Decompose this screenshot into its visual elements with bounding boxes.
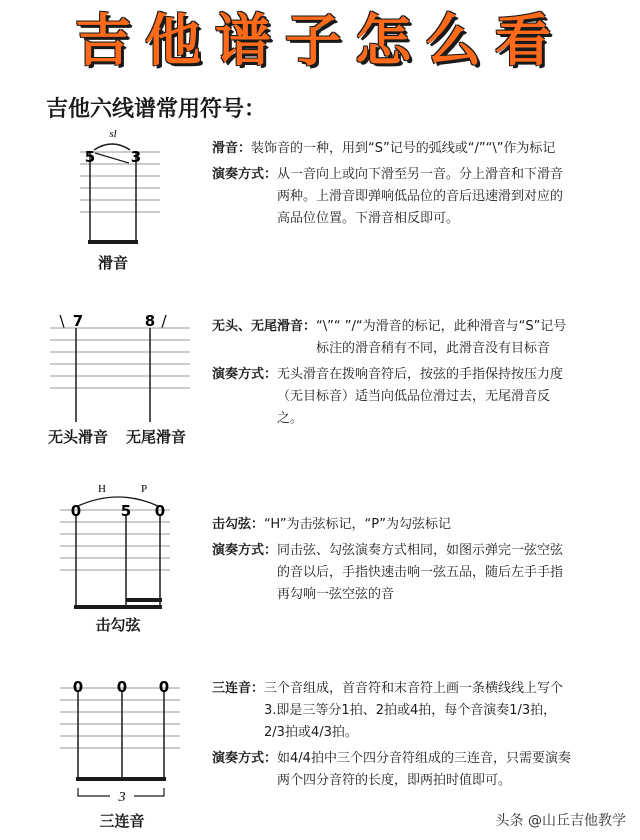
technique-text: 同击弦、勾弦演奏方式相同，如图示弹完一弦空弦的音以后，手指快速击响一弦五品，随后左手手指再勾响一弦空弦的音 bbox=[277, 543, 564, 602]
term-text: “\”“ ”/“为滑音的标记，此种滑音与“S”记号标注的滑音稍有不同，此滑音没有目标音 bbox=[316, 319, 567, 356]
technique-text: 如4/4拍中三个四分音符组成的三连音，只需要演奏两个四分音符的长度，即两拍时值即可。 bbox=[277, 751, 571, 788]
term-label: 击勾弦： bbox=[212, 517, 265, 532]
row-technique bbox=[212, 364, 572, 430]
row-definition bbox=[212, 514, 572, 536]
technique-text: 无头滑音在拨响音符后，按弦的手指保持按压力度（无目标音）适当向低品位滑过去，无尾滑音反之。 bbox=[277, 367, 564, 426]
row-definition bbox=[212, 678, 572, 744]
headless-note: 7 bbox=[72, 312, 84, 330]
caption-hammer-pull: 击勾弦 bbox=[95, 616, 141, 634]
section-slide-text bbox=[212, 138, 572, 234]
technique-text: 从一音向上或向下滑至另一音。分上滑音和下滑音两种。上滑音即弹响低品位的音后迅速滑到对应的高品位位置。下滑音相反即可。 bbox=[277, 167, 564, 226]
row-technique bbox=[212, 540, 572, 606]
page-subtitle: 吉他六线谱常用符号： bbox=[46, 97, 267, 122]
triplet-note-3: 0 bbox=[158, 678, 170, 696]
technique-label: 演奏方式： bbox=[212, 751, 278, 766]
term-text: “H”为击弦标记，“P”为勾弦标记 bbox=[264, 517, 452, 532]
row-definition bbox=[212, 138, 572, 160]
section-triplet-text bbox=[212, 678, 572, 796]
slide-note-left: 5 bbox=[84, 148, 96, 166]
caption-tailless: 无尾滑音 bbox=[125, 428, 187, 446]
tailless-note: 8 bbox=[144, 312, 156, 330]
term-label: 三连音： bbox=[212, 681, 265, 696]
pull-mark: P bbox=[140, 483, 148, 495]
caption-headless: 无头滑音 bbox=[47, 428, 109, 446]
technique-label: 演奏方式： bbox=[212, 367, 278, 382]
slash-right: / bbox=[161, 312, 167, 330]
technique-label: 演奏方式： bbox=[212, 167, 278, 182]
diagram-hammer-pull bbox=[40, 480, 200, 640]
diagram-slide bbox=[40, 122, 200, 280]
triplet-number: 3 bbox=[118, 790, 126, 805]
triplet-note-2: 0 bbox=[116, 678, 128, 696]
watermark: 头条 @山丘吉他教学 bbox=[495, 813, 626, 829]
term-text: 三个音组成，首音符和末音符上画一条横线线上写个3.即是三等分1拍、2拍或4拍，每个音演奏1/3拍，2/3拍或4/3拍。 bbox=[264, 681, 564, 740]
triplet-note-1: 0 bbox=[72, 678, 84, 696]
term-label: 滑音： bbox=[212, 141, 252, 156]
slide-note-right: 3 bbox=[130, 148, 142, 166]
section-hammer-text bbox=[212, 514, 572, 610]
caption-triplet: 三连音 bbox=[99, 812, 145, 830]
hp-note-2: 5 bbox=[120, 502, 132, 520]
slash-left: \ bbox=[59, 312, 65, 330]
caption-slide: 滑音 bbox=[97, 254, 129, 272]
row-technique bbox=[212, 748, 572, 792]
hp-note-1: 0 bbox=[70, 502, 82, 520]
term-label: 无头、无尾滑音： bbox=[212, 319, 317, 334]
section-headless-text bbox=[212, 316, 572, 434]
hammer-mark: H bbox=[98, 483, 106, 495]
term-text: 装饰音的一种，用到“S”记号的弧线或“/”“\”作为标记 bbox=[251, 141, 556, 156]
diagram-headless-tailless-slide bbox=[40, 306, 200, 448]
technique-label: 演奏方式： bbox=[212, 543, 278, 558]
row-technique bbox=[212, 164, 572, 230]
row-definition bbox=[212, 316, 572, 360]
hp-note-3: 0 bbox=[154, 502, 166, 520]
diagram-triplet bbox=[40, 676, 200, 834]
slide-sl-mark: sl bbox=[109, 128, 117, 140]
page-title: 吉他谱子怎么看 bbox=[75, 9, 565, 74]
